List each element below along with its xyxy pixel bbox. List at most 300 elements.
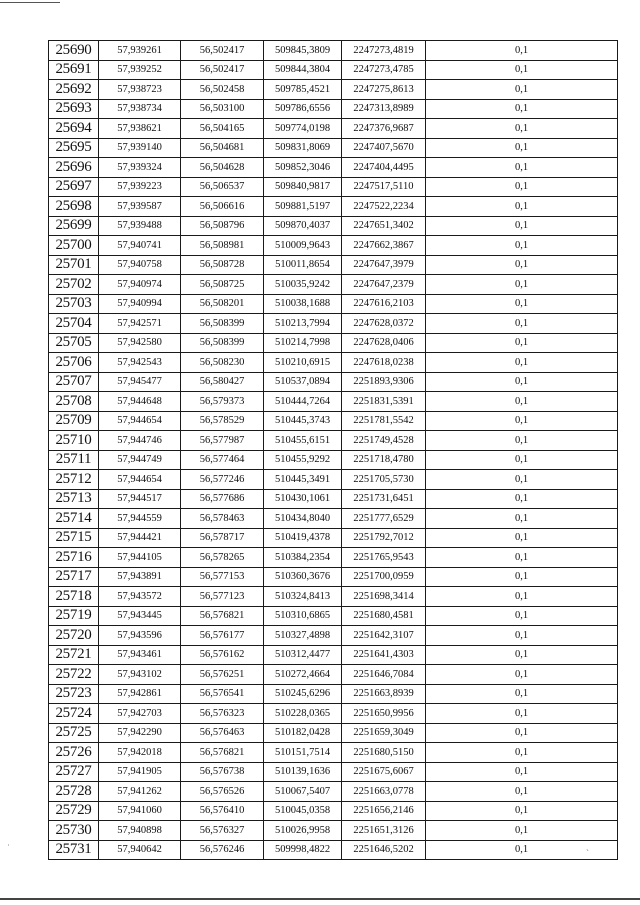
point-number-cell: 25716	[49, 548, 99, 568]
x-coordinate-cell: 509844,3804	[264, 60, 342, 80]
latitude-cell: 57,944648	[99, 392, 181, 412]
latitude-cell: 57,943572	[99, 587, 181, 607]
point-number-cell: 25718	[49, 587, 99, 607]
longitude-cell: 56,580427	[181, 372, 264, 392]
accuracy-cell: 0,1	[426, 236, 618, 256]
longitude-cell: 56,576177	[181, 626, 264, 646]
table-row	[49, 41, 618, 61]
longitude-cell: 56,508725	[181, 275, 264, 295]
point-number-cell: 25706	[49, 353, 99, 373]
latitude-cell: 57,942861	[99, 684, 181, 704]
point-number-cell: 25713	[49, 489, 99, 509]
accuracy-cell: 0,1	[426, 821, 618, 841]
point-number-cell: 25714	[49, 509, 99, 529]
x-coordinate-cell: 510228,0365	[264, 704, 342, 724]
table-row	[49, 99, 618, 119]
point-number-cell: 25705	[49, 333, 99, 353]
x-coordinate-cell: 510384,2354	[264, 548, 342, 568]
x-coordinate-cell: 510455,6151	[264, 431, 342, 451]
latitude-cell: 57,941262	[99, 782, 181, 802]
point-number-cell: 25720	[49, 626, 99, 646]
longitude-cell: 56,577686	[181, 489, 264, 509]
y-coordinate-cell: 2251663,8939	[342, 684, 426, 704]
accuracy-cell: 0,1	[426, 99, 618, 119]
x-coordinate-cell: 510312,4477	[264, 645, 342, 665]
point-number-cell: 25695	[49, 138, 99, 158]
y-coordinate-cell: 2251781,5542	[342, 411, 426, 431]
latitude-cell: 57,939324	[99, 158, 181, 178]
x-coordinate-cell: 510151,7514	[264, 743, 342, 763]
table-row	[49, 606, 618, 626]
x-coordinate-cell: 510026,9958	[264, 821, 342, 841]
x-coordinate-cell: 510327,4898	[264, 626, 342, 646]
y-coordinate-cell: 2247376,9687	[342, 119, 426, 139]
table-row	[49, 684, 618, 704]
longitude-cell: 56,508399	[181, 333, 264, 353]
y-coordinate-cell: 2247273,4785	[342, 60, 426, 80]
longitude-cell: 56,576463	[181, 723, 264, 743]
accuracy-cell: 0,1	[426, 80, 618, 100]
accuracy-cell: 0,1	[426, 392, 618, 412]
longitude-cell: 56,576323	[181, 704, 264, 724]
latitude-cell: 57,940898	[99, 821, 181, 841]
y-coordinate-cell: 2247407,5670	[342, 138, 426, 158]
table-row	[49, 528, 618, 548]
accuracy-cell: 0,1	[426, 158, 618, 178]
table-row	[49, 294, 618, 314]
point-number-cell: 25704	[49, 314, 99, 334]
table-row	[49, 236, 618, 256]
point-number-cell: 25703	[49, 294, 99, 314]
table-row	[49, 489, 618, 509]
x-coordinate-cell: 509785,4521	[264, 80, 342, 100]
table-row	[49, 138, 618, 158]
point-number-cell: 25727	[49, 762, 99, 782]
longitude-cell: 56,502417	[181, 41, 264, 61]
longitude-cell: 56,508399	[181, 314, 264, 334]
accuracy-cell: 0,1	[426, 704, 618, 724]
x-coordinate-cell: 510045,0358	[264, 801, 342, 821]
latitude-cell: 57,940974	[99, 275, 181, 295]
longitude-cell: 56,503100	[181, 99, 264, 119]
y-coordinate-cell: 2247273,4819	[342, 41, 426, 61]
point-number-cell: 25728	[49, 782, 99, 802]
accuracy-cell: 0,1	[426, 645, 618, 665]
accuracy-cell: 0,1	[426, 489, 618, 509]
longitude-cell: 56,576738	[181, 762, 264, 782]
accuracy-cell: 0,1	[426, 840, 618, 860]
table-row	[49, 704, 618, 724]
point-number-cell: 25711	[49, 450, 99, 470]
accuracy-cell: 0,1	[426, 801, 618, 821]
latitude-cell: 57,943461	[99, 645, 181, 665]
point-number-cell: 25724	[49, 704, 99, 724]
accuracy-cell: 0,1	[426, 60, 618, 80]
x-coordinate-cell: 509845,3809	[264, 41, 342, 61]
y-coordinate-cell: 2247662,3867	[342, 236, 426, 256]
latitude-cell: 57,942580	[99, 333, 181, 353]
accuracy-cell: 0,1	[426, 665, 618, 685]
point-number-cell: 25712	[49, 470, 99, 490]
point-number-cell: 25731	[49, 840, 99, 860]
table-row	[49, 509, 618, 529]
x-coordinate-cell: 510139,1636	[264, 762, 342, 782]
longitude-cell: 56,502458	[181, 80, 264, 100]
latitude-cell: 57,944746	[99, 431, 181, 451]
table-row	[49, 392, 618, 412]
latitude-cell: 57,943596	[99, 626, 181, 646]
table-row	[49, 197, 618, 217]
y-coordinate-cell: 2247647,2379	[342, 275, 426, 295]
accuracy-cell: 0,1	[426, 782, 618, 802]
y-coordinate-cell: 2251646,5202	[342, 840, 426, 860]
latitude-cell: 57,945477	[99, 372, 181, 392]
table-row	[49, 255, 618, 275]
x-coordinate-cell: 510035,9242	[264, 275, 342, 295]
longitude-cell: 56,577246	[181, 470, 264, 490]
longitude-cell: 56,506537	[181, 177, 264, 197]
table-row	[49, 333, 618, 353]
latitude-cell: 57,940758	[99, 255, 181, 275]
x-coordinate-cell: 510445,3743	[264, 411, 342, 431]
table-row	[49, 665, 618, 685]
latitude-cell: 57,942018	[99, 743, 181, 763]
x-coordinate-cell: 510455,9292	[264, 450, 342, 470]
point-number-cell: 25729	[49, 801, 99, 821]
accuracy-cell: 0,1	[426, 626, 618, 646]
longitude-cell: 56,506616	[181, 197, 264, 217]
point-number-cell: 25707	[49, 372, 99, 392]
point-number-cell: 25691	[49, 60, 99, 80]
accuracy-cell: 0,1	[426, 470, 618, 490]
longitude-cell: 56,576162	[181, 645, 264, 665]
table-row	[49, 431, 618, 451]
x-coordinate-cell: 510537,0894	[264, 372, 342, 392]
table-row	[49, 567, 618, 587]
accuracy-cell: 0,1	[426, 684, 618, 704]
x-coordinate-cell: 509881,5197	[264, 197, 342, 217]
table-row	[49, 275, 618, 295]
accuracy-cell: 0,1	[426, 314, 618, 334]
longitude-cell: 56,508981	[181, 236, 264, 256]
longitude-cell: 56,579373	[181, 392, 264, 412]
x-coordinate-cell: 510419,4378	[264, 528, 342, 548]
table-row	[49, 587, 618, 607]
accuracy-cell: 0,1	[426, 587, 618, 607]
x-coordinate-cell: 510430,1061	[264, 489, 342, 509]
y-coordinate-cell: 2251680,5150	[342, 743, 426, 763]
latitude-cell: 57,942290	[99, 723, 181, 743]
latitude-cell: 57,943445	[99, 606, 181, 626]
x-coordinate-cell: 510213,7994	[264, 314, 342, 334]
y-coordinate-cell: 2251831,5391	[342, 392, 426, 412]
accuracy-cell: 0,1	[426, 353, 618, 373]
point-number-cell: 25717	[49, 567, 99, 587]
longitude-cell: 56,576246	[181, 840, 264, 860]
accuracy-cell: 0,1	[426, 548, 618, 568]
point-number-cell: 25708	[49, 392, 99, 412]
y-coordinate-cell: 2247313,8989	[342, 99, 426, 119]
x-coordinate-cell: 510210,6915	[264, 353, 342, 373]
table-row	[49, 177, 618, 197]
longitude-cell: 56,577153	[181, 567, 264, 587]
longitude-cell: 56,576526	[181, 782, 264, 802]
x-coordinate-cell: 510444,7264	[264, 392, 342, 412]
y-coordinate-cell: 2251680,4581	[342, 606, 426, 626]
x-coordinate-cell: 510067,5407	[264, 782, 342, 802]
point-number-cell: 25709	[49, 411, 99, 431]
latitude-cell: 57,944654	[99, 411, 181, 431]
table-row	[49, 470, 618, 490]
latitude-cell: 57,938621	[99, 119, 181, 139]
latitude-cell: 57,939587	[99, 197, 181, 217]
longitude-cell: 56,576821	[181, 606, 264, 626]
point-number-cell: 25698	[49, 197, 99, 217]
y-coordinate-cell: 2251731,6451	[342, 489, 426, 509]
accuracy-cell: 0,1	[426, 743, 618, 763]
y-coordinate-cell: 2251642,3107	[342, 626, 426, 646]
latitude-cell: 57,943102	[99, 665, 181, 685]
point-number-cell: 25694	[49, 119, 99, 139]
longitude-cell: 56,576821	[181, 743, 264, 763]
longitude-cell: 56,504165	[181, 119, 264, 139]
accuracy-cell: 0,1	[426, 138, 618, 158]
latitude-cell: 57,938734	[99, 99, 181, 119]
accuracy-cell: 0,1	[426, 119, 618, 139]
y-coordinate-cell: 2251705,5730	[342, 470, 426, 490]
latitude-cell: 57,942571	[99, 314, 181, 334]
accuracy-cell: 0,1	[426, 567, 618, 587]
y-coordinate-cell: 2247616,2103	[342, 294, 426, 314]
accuracy-cell: 0,1	[426, 255, 618, 275]
y-coordinate-cell: 2251700,0959	[342, 567, 426, 587]
y-coordinate-cell: 2251792,7012	[342, 528, 426, 548]
longitude-cell: 56,504628	[181, 158, 264, 178]
y-coordinate-cell: 2251675,6067	[342, 762, 426, 782]
accuracy-cell: 0,1	[426, 41, 618, 61]
scan-mark-left: ˙	[7, 843, 10, 853]
accuracy-cell: 0,1	[426, 197, 618, 217]
table-row	[49, 782, 618, 802]
x-coordinate-cell: 510214,7998	[264, 333, 342, 353]
coordinates-table-body	[49, 41, 618, 860]
y-coordinate-cell: 2251646,7084	[342, 665, 426, 685]
table-row	[49, 372, 618, 392]
accuracy-cell: 0,1	[426, 528, 618, 548]
y-coordinate-cell: 2247404,4495	[342, 158, 426, 178]
latitude-cell: 57,942703	[99, 704, 181, 724]
point-number-cell: 25702	[49, 275, 99, 295]
table-row	[49, 314, 618, 334]
point-number-cell: 25692	[49, 80, 99, 100]
point-number-cell: 25699	[49, 216, 99, 236]
table-row	[49, 645, 618, 665]
longitude-cell: 56,578265	[181, 548, 264, 568]
table-row	[49, 762, 618, 782]
latitude-cell: 57,944517	[99, 489, 181, 509]
table-row	[49, 743, 618, 763]
point-number-cell: 25696	[49, 158, 99, 178]
accuracy-cell: 0,1	[426, 333, 618, 353]
latitude-cell: 57,939223	[99, 177, 181, 197]
y-coordinate-cell: 2251663,0778	[342, 782, 426, 802]
latitude-cell: 57,944105	[99, 548, 181, 568]
point-number-cell: 25700	[49, 236, 99, 256]
point-number-cell: 25721	[49, 645, 99, 665]
x-coordinate-cell: 510009,9643	[264, 236, 342, 256]
latitude-cell: 57,944749	[99, 450, 181, 470]
table-row	[49, 548, 618, 568]
longitude-cell: 56,576327	[181, 821, 264, 841]
x-coordinate-cell: 510310,6865	[264, 606, 342, 626]
x-coordinate-cell: 509840,9817	[264, 177, 342, 197]
latitude-cell: 57,941905	[99, 762, 181, 782]
y-coordinate-cell: 2251651,3126	[342, 821, 426, 841]
y-coordinate-cell: 2247522,2234	[342, 197, 426, 217]
point-number-cell: 25701	[49, 255, 99, 275]
longitude-cell: 56,508201	[181, 294, 264, 314]
y-coordinate-cell: 2251749,4528	[342, 431, 426, 451]
longitude-cell: 56,578529	[181, 411, 264, 431]
point-number-cell: 25719	[49, 606, 99, 626]
point-number-cell: 25723	[49, 684, 99, 704]
point-number-cell: 25722	[49, 665, 99, 685]
table-row	[49, 801, 618, 821]
table-row	[49, 60, 618, 80]
accuracy-cell: 0,1	[426, 431, 618, 451]
x-coordinate-cell: 510324,8413	[264, 587, 342, 607]
longitude-cell: 56,502417	[181, 60, 264, 80]
point-number-cell: 25690	[49, 41, 99, 61]
table-row	[49, 80, 618, 100]
y-coordinate-cell: 2251698,3414	[342, 587, 426, 607]
latitude-cell: 57,939252	[99, 60, 181, 80]
accuracy-cell: 0,1	[426, 411, 618, 431]
table-row	[49, 450, 618, 470]
y-coordinate-cell: 2247275,8613	[342, 80, 426, 100]
y-coordinate-cell: 2247618,0238	[342, 353, 426, 373]
y-coordinate-cell: 2251893,9306	[342, 372, 426, 392]
x-coordinate-cell: 509786,6556	[264, 99, 342, 119]
table-row	[49, 626, 618, 646]
longitude-cell: 56,577464	[181, 450, 264, 470]
table-row	[49, 411, 618, 431]
x-coordinate-cell: 510445,3491	[264, 470, 342, 490]
y-coordinate-cell: 2247628,0406	[342, 333, 426, 353]
latitude-cell: 57,941060	[99, 801, 181, 821]
top-rule	[0, 2, 60, 3]
latitude-cell: 57,939261	[99, 41, 181, 61]
x-coordinate-cell: 510360,3676	[264, 567, 342, 587]
accuracy-cell: 0,1	[426, 294, 618, 314]
x-coordinate-cell: 510434,8040	[264, 509, 342, 529]
longitude-cell: 56,576410	[181, 801, 264, 821]
point-number-cell: 25725	[49, 723, 99, 743]
latitude-cell: 57,940994	[99, 294, 181, 314]
accuracy-cell: 0,1	[426, 275, 618, 295]
x-coordinate-cell: 509870,4037	[264, 216, 342, 236]
x-coordinate-cell: 510245,6296	[264, 684, 342, 704]
table-row	[49, 821, 618, 841]
latitude-cell: 57,944559	[99, 509, 181, 529]
latitude-cell: 57,942543	[99, 353, 181, 373]
accuracy-cell: 0,1	[426, 723, 618, 743]
y-coordinate-cell: 2247651,3402	[342, 216, 426, 236]
longitude-cell: 56,577987	[181, 431, 264, 451]
x-coordinate-cell: 509998,4822	[264, 840, 342, 860]
y-coordinate-cell: 2251659,3049	[342, 723, 426, 743]
longitude-cell: 56,508796	[181, 216, 264, 236]
table-row	[49, 119, 618, 139]
latitude-cell: 57,938723	[99, 80, 181, 100]
scan-mark-right: ˎ	[586, 841, 589, 851]
point-number-cell: 25726	[49, 743, 99, 763]
y-coordinate-cell: 2247517,5110	[342, 177, 426, 197]
accuracy-cell: 0,1	[426, 177, 618, 197]
point-number-cell: 25710	[49, 431, 99, 451]
accuracy-cell: 0,1	[426, 606, 618, 626]
x-coordinate-cell: 510272,4664	[264, 665, 342, 685]
table-row	[49, 353, 618, 373]
table-row	[49, 216, 618, 236]
longitude-cell: 56,508230	[181, 353, 264, 373]
accuracy-cell: 0,1	[426, 372, 618, 392]
x-coordinate-cell: 509852,3046	[264, 158, 342, 178]
point-number-cell: 25730	[49, 821, 99, 841]
longitude-cell: 56,577123	[181, 587, 264, 607]
latitude-cell: 57,944654	[99, 470, 181, 490]
longitude-cell: 56,576541	[181, 684, 264, 704]
longitude-cell: 56,508728	[181, 255, 264, 275]
table-row	[49, 723, 618, 743]
accuracy-cell: 0,1	[426, 509, 618, 529]
point-number-cell: 25697	[49, 177, 99, 197]
y-coordinate-cell: 2247628,0372	[342, 314, 426, 334]
x-coordinate-cell: 510011,8654	[264, 255, 342, 275]
y-coordinate-cell: 2251641,4303	[342, 645, 426, 665]
coordinates-table	[48, 40, 618, 860]
point-number-cell: 25693	[49, 99, 99, 119]
x-coordinate-cell: 510182,0428	[264, 723, 342, 743]
accuracy-cell: 0,1	[426, 216, 618, 236]
latitude-cell: 57,940642	[99, 840, 181, 860]
y-coordinate-cell: 2247647,3979	[342, 255, 426, 275]
x-coordinate-cell: 509774,0198	[264, 119, 342, 139]
point-number-cell: 25715	[49, 528, 99, 548]
longitude-cell: 56,578463	[181, 509, 264, 529]
longitude-cell: 56,576251	[181, 665, 264, 685]
latitude-cell: 57,944421	[99, 528, 181, 548]
latitude-cell: 57,939488	[99, 216, 181, 236]
y-coordinate-cell: 2251777,6529	[342, 509, 426, 529]
longitude-cell: 56,504681	[181, 138, 264, 158]
longitude-cell: 56,578717	[181, 528, 264, 548]
table-row	[49, 158, 618, 178]
x-coordinate-cell: 510038,1688	[264, 294, 342, 314]
bottom-rule	[0, 898, 640, 900]
latitude-cell: 57,943891	[99, 567, 181, 587]
x-coordinate-cell: 509831,8069	[264, 138, 342, 158]
y-coordinate-cell: 2251765,9543	[342, 548, 426, 568]
accuracy-cell: 0,1	[426, 450, 618, 470]
latitude-cell: 57,940741	[99, 236, 181, 256]
accuracy-cell: 0,1	[426, 762, 618, 782]
y-coordinate-cell: 2251656,2146	[342, 801, 426, 821]
y-coordinate-cell: 2251718,4780	[342, 450, 426, 470]
latitude-cell: 57,939140	[99, 138, 181, 158]
y-coordinate-cell: 2251650,9956	[342, 704, 426, 724]
table-row	[49, 840, 618, 860]
